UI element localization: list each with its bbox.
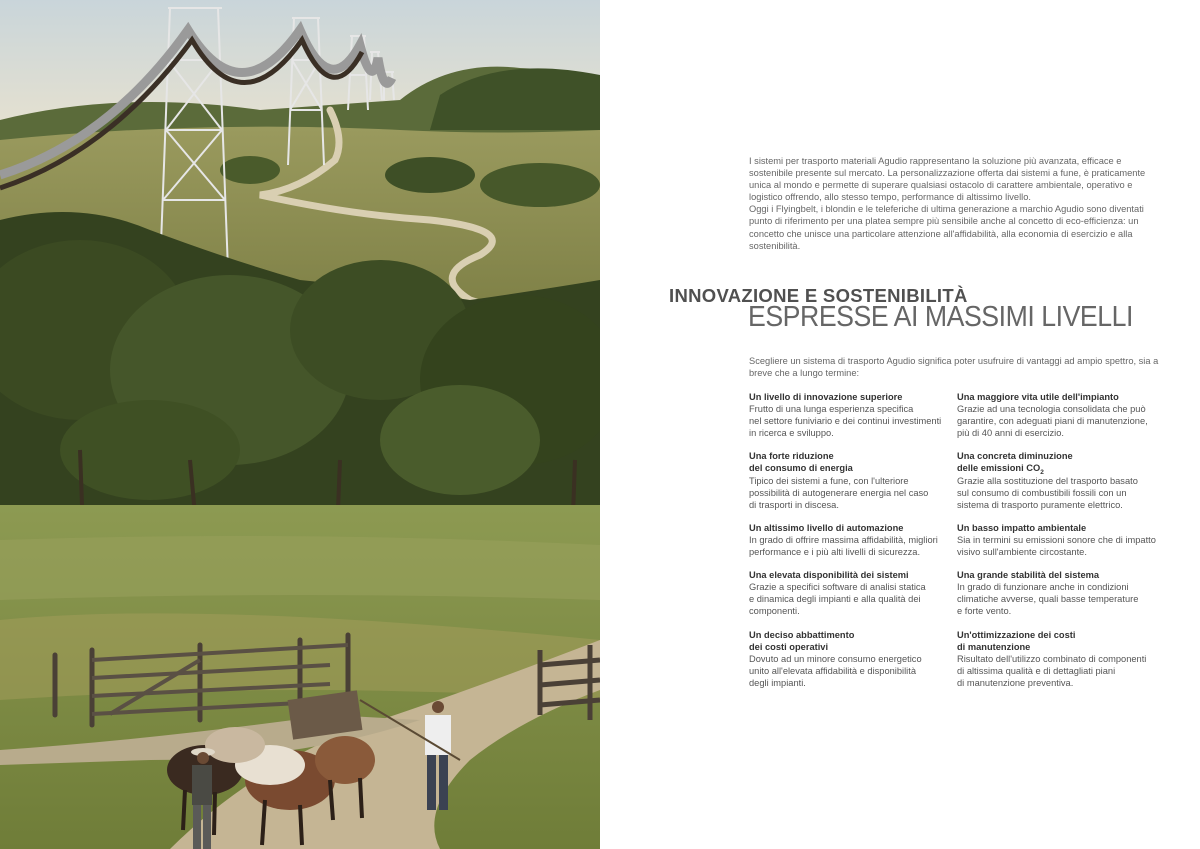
advantage-item (749, 522, 957, 558)
advantage-title: Un basso impatto ambientale (957, 522, 1087, 533)
advantage-title: Una maggiore vita utile dell'impianto (957, 392, 1119, 402)
section-heading (669, 285, 1166, 333)
advantage-item (749, 450, 957, 510)
advantage-text: Tipico dei sistemi a fune, con l'ulteriore possibilità di autogenerare energia nel caso di trasporti in discesa. (749, 475, 929, 510)
advantage-title: Un livello di innovazione superiore (749, 392, 903, 402)
advantage-title: Un altissimo livello di automazione (749, 522, 904, 533)
advantage-text: Frutto di una lunga esperienza specifica nel settore funiviario e dei continui investimenti in ricerca e sviluppo. (749, 404, 942, 439)
advantage-title: Una grande stabilità del sistema (957, 570, 1100, 581)
advantage-item (749, 629, 957, 689)
advantage-text: In grado di funzionare anche in condizioni climatiche avverse, quali basse temperature e forte vento. (957, 582, 1139, 617)
advantage-title: Un deciso abbattimento dei costi operativi (749, 629, 855, 652)
advantage-title (957, 450, 1159, 477)
co2-subscript: 2 (1040, 469, 1044, 477)
heading-line-1: INNOVAZIONE E SOSTENIBILITÀ (669, 285, 968, 306)
advantage-item (957, 522, 1159, 558)
advantage-text: Sia in termini su emissioni sonore che di impatto visivo sull'ambiente circostante. (957, 534, 1156, 558)
advantage-title: Una forte riduzione del consumo di energia (749, 451, 853, 474)
advantage-item (957, 450, 1159, 510)
advantage-text: Dovuto ad un minore consumo energetico unito all'elevata affidabilità e disponibilità degli impianti. (749, 653, 922, 688)
advantage-text: Grazie ad una tecnologia consolidata che può garantire, con adeguati piani di manutenzione, più di 40 anni di esercizio. (957, 404, 1148, 439)
advantage-item (957, 391, 1159, 439)
advantage-text: Grazie alla sostituzione del trasporto basato sul consumo di combustibili fossili con un sistema di trasporto puramente elettrico. (957, 475, 1138, 510)
text-page (600, 0, 1200, 849)
advantage-item (957, 629, 1159, 689)
lead-text: Scegliere un sistema di trasporto Agudio significa poter usufruire di vantaggi ad ampio spettro, sia a breve che a lungo termine: (749, 356, 1159, 379)
intro-paragraph-1: I sistemi per trasporto materiali Agudio rappresentano la soluzione più avanzata, efficace e sostenibile presente sul mercato. La personalizzazione offerta dai sistemi a fune, è praticamente unica al mondo e permette di superare qualsiasi ostacolo di carattere ambientale, operativo e logistico offrendo, allo stesso tempo, performance di altissimo livello. (749, 156, 1146, 203)
advantage-item (749, 569, 957, 617)
advantage-title: Una elevata disponibilità dei sistemi (749, 570, 909, 581)
advantage-item (749, 391, 957, 439)
advantage-text: Risultato dell'utilizzo combinato di componenti di altissima qualità e di dettagliati piani di manutenzione preventiva. (957, 653, 1147, 688)
intro-paragraph-2: Oggi i Flyingbelt, i blondin e le teleferiche di ultima generazione a marchio Agudio sono diventati punto di riferimento per una platea sempre più sensibile anche al concetto di eco-efficienza: un concetto che unisce una particolare attenzione all'affidabilità, alla economia di esercizio e alla sostenibilità. (749, 204, 1144, 251)
advantage-text: In grado di offrire massima affidabilità, migliori performance e i più alti livelli di sicurezza. (749, 534, 938, 558)
advantage-title-text: Una concreta diminuzione delle emissioni CO (957, 451, 1073, 474)
advantage-item (957, 569, 1159, 617)
advantage-title: Un'ottimizzazione dei costi di manutenzione (957, 629, 1076, 652)
intro-text (749, 155, 1159, 252)
advantage-text: Grazie a specifici software di analisi statica e dinamica degli impianti e alla qualità dei componenti. (749, 582, 926, 617)
heading-line-2: ESPRESSE AI MASSIMI LIVELLI (748, 301, 1133, 333)
advantages-grid (749, 391, 1159, 689)
